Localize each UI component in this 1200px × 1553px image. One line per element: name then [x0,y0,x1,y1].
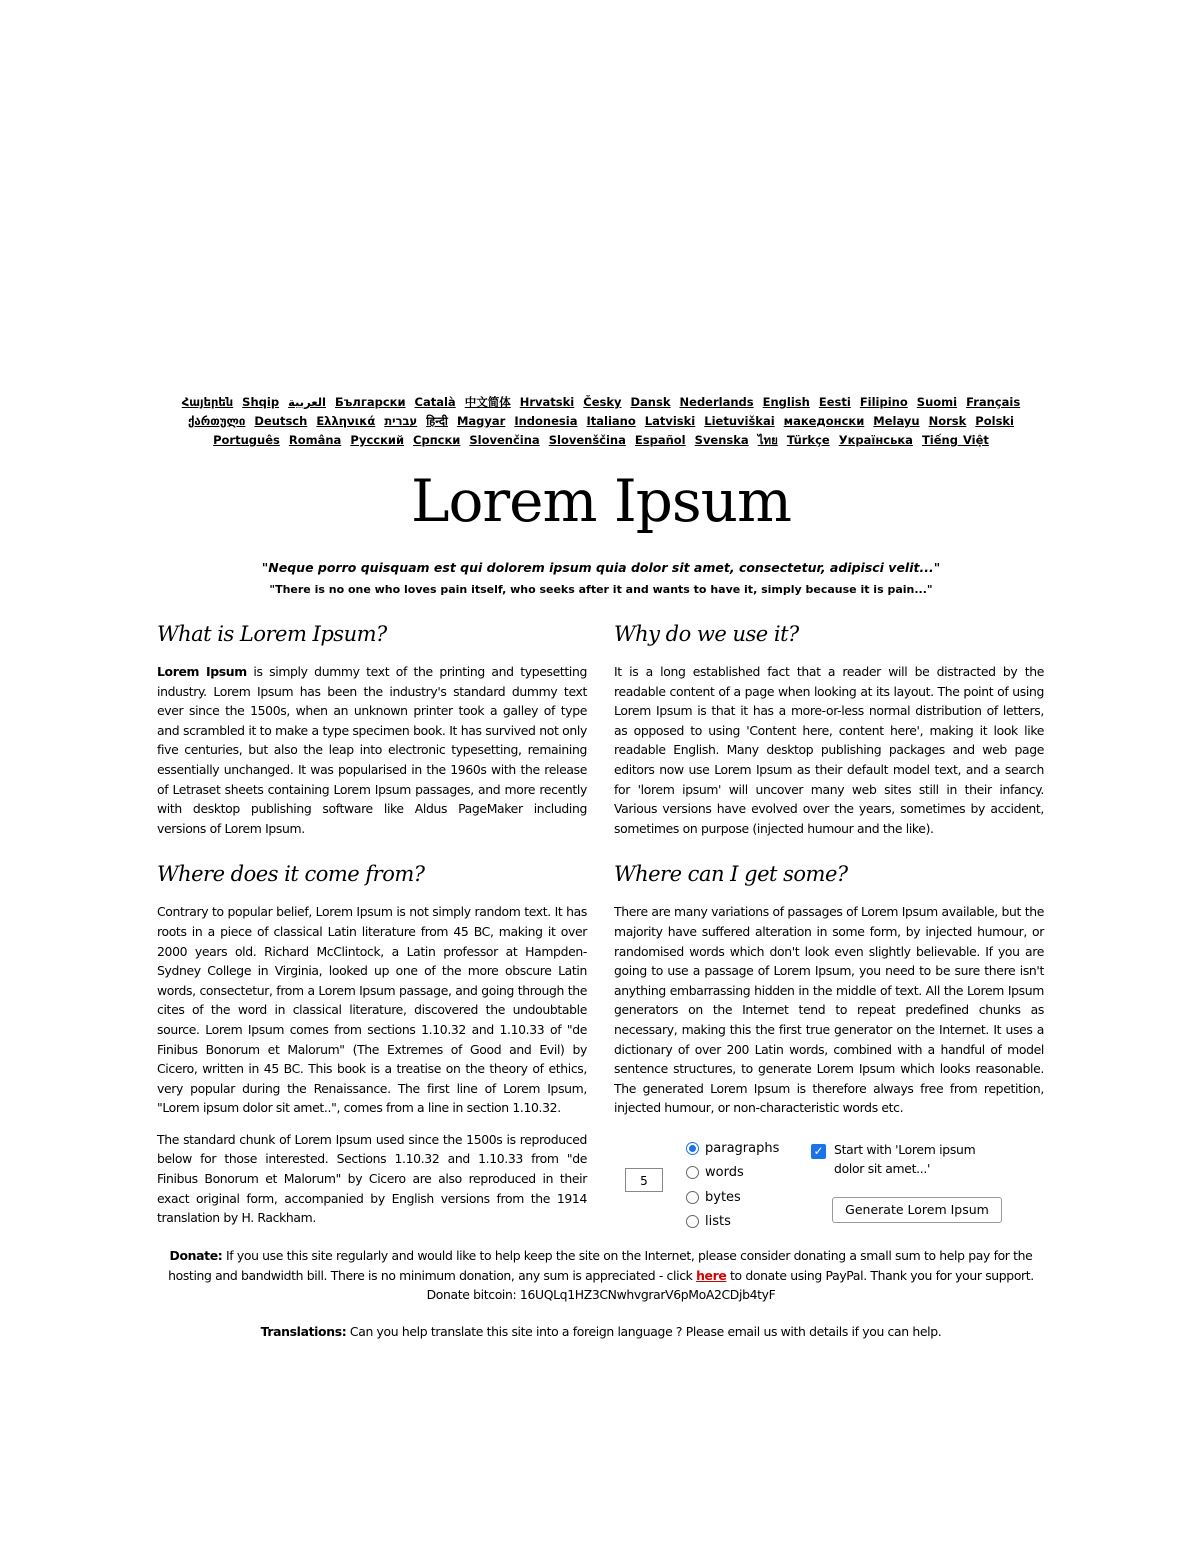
translations-label: Translations: [260,1323,347,1339]
radio-label: paragraphs [705,1140,780,1156]
radio-option-lists[interactable] [686,1209,779,1234]
left-column [157,622,587,1228]
language-link[interactable]: Svenska [694,433,749,447]
donate-label: Donate: [169,1248,223,1263]
language-link[interactable]: Pyccкий [350,433,405,447]
language-link[interactable]: Հայերեն [181,395,234,409]
translations-text: Can you help translate this site into a foreign language ? Please email us with details if you can help. [346,1323,942,1339]
language-link[interactable]: Tiếng Việt [921,433,989,447]
language-link[interactable]: Português [213,433,280,447]
where-get-paragraph: There are many variations of passages of Lorem Ipsum available, but the majority have suffered alteration in some form, by injected humour, or randomised words which don't look even slightly believable. If you are going to use a passage of Lorem Ipsum, you need to be sure there isn't anything embarrassing hidden in the middle of text. All the Lorem Ipsum generators on the Internet tend to repeat predefined chunks as necessary, making this the first true generator on the Internet. It uses a dictionary of over 200 Latin words, combined with a handful of model sentence structures, to generate Lorem Ipsum which looks reasonable. The generated Lorem Ipsum is therefore always free from repetition, injected humour, or non-characteristic words etc. [614,904,1044,1116]
start-with-label: Start with 'Lorem ipsum dolor sit amet...' [834,1141,976,1176]
language-link[interactable]: ქართული [187,414,246,428]
radio-label: lists [705,1214,731,1230]
donate-notice [157,1246,1045,1305]
page-content [157,393,1045,1339]
radio-button[interactable] [686,1166,699,1179]
what-lead: Lorem Ipsum [157,664,247,679]
what-paragraph [157,662,587,838]
radio-button[interactable] [686,1191,699,1204]
where-get-heading: Where can I get some? [614,862,848,887]
language-link[interactable]: Filipino [859,395,908,409]
language-link[interactable]: Lietuviškai [704,414,775,428]
language-link[interactable]: Italiano [586,414,636,428]
where-get-section [614,862,1044,1118]
latin-quote: "Neque porro quisquam est qui dolorem ipsum quia dolor sit amet, consectetur, adipisci velit..." [261,560,941,575]
language-link[interactable]: Српски [413,433,461,447]
donate-text-2: to donate using PayPal. Thank you for your support. Donate bitcoin: 16UQLq1HZ3CNwhvgrarV6pMoA2CDjb4tyF [426,1267,1034,1303]
donate-link[interactable]: here [696,1267,727,1283]
language-link[interactable]: Magyar [456,414,506,428]
start-with-checkbox[interactable]: ✓ [811,1144,826,1159]
language-link[interactable]: Eesti [818,395,851,409]
language-link[interactable]: Norsk [928,414,967,428]
radio-button[interactable] [686,1215,699,1228]
english-quote: "There is no one who loves pain itself, who seeks after it and wants to have it, simply because it is pain..." [269,583,933,596]
language-link[interactable]: Melayu [873,414,920,428]
language-link[interactable]: Latviski [644,414,696,428]
donate-text-1: If you use this site regularly and would like to help keep the site on the Internet, please consider donating a small sum to help pay for the hosting and bandwidth bill. There is no minimum donation, any sum is appreciated - click [168,1248,1033,1283]
translations-notice [157,1324,1045,1339]
start-with-option[interactable] [811,1140,994,1178]
radio-option-bytes[interactable] [686,1185,779,1210]
language-link[interactable]: Català [414,395,456,409]
what-text: is simply dummy text of the printing and typesetting industry. Lorem Ipsum has been the industry's standard dummy text ever since the 1500s, when an unknown printer took a galley of type and scrambled it to make a type specimen book. It has survived not only five centuries, but also the leap into electronic typesetting, remaining essentially unchanged. It was popularised in the 1960s with the release of Letraset sheets containing Lorem Ipsum passages, and more recently with desktop publishing software like Aldus PageMaker including versions of Lorem Ipsum. [157,664,587,836]
unit-radio-group [686,1136,779,1234]
language-link[interactable]: हिन्दी [426,414,448,428]
language-link[interactable]: Deutsch [254,414,308,428]
language-link[interactable]: Español [634,433,686,447]
language-link[interactable]: Slovenčina [469,433,540,447]
language-link[interactable]: Dansk [630,395,671,409]
radio-option-words[interactable] [686,1160,779,1185]
language-link[interactable]: ไทย [757,433,778,447]
language-link[interactable]: Hrvatski [519,395,575,409]
generator-form [614,1136,1044,1236]
radio-option-paragraphs[interactable] [686,1136,779,1161]
where-from-heading: Where does it come from? [157,862,425,887]
language-link[interactable]: العربية [288,395,326,409]
what-heading: What is Lorem Ipsum? [157,622,387,646]
language-link[interactable]: македонски [783,414,865,428]
page-title: Lorem Ipsum [410,467,792,535]
language-link[interactable]: Suomi [916,395,958,409]
language-link[interactable]: Türkçe [786,433,830,447]
language-link[interactable]: Indonesia [514,414,578,428]
radio-label: words [705,1165,744,1181]
language-menu [157,393,1045,450]
where-from-paragraph-2: The standard chunk of Lorem Ipsum used since the 1500s is reproduced below for those interested. Sections 1.10.32 and 1.10.33 from "de Finibus Bonorum et Malorum" by Cicero are also reproduced in their exact original form, accompanied by English versions from the 1914 translation by H. Rackham. [157,1131,587,1226]
language-link[interactable]: Українська [838,433,913,447]
language-link[interactable]: Nederlands [679,395,754,409]
radio-button[interactable] [686,1142,699,1155]
language-link[interactable]: Shqip [242,395,280,409]
language-link[interactable]: Česky [583,395,622,409]
right-column [614,622,1044,1236]
content-columns [157,622,1045,1242]
why-paragraph: It is a long established fact that a reader will be distracted by the readable content of a page when looking at its layout. The point of using Lorem Ipsum is that it has a more-or-less normal distribution of letters, as opposed to using 'Content here, content here', making it look like readable English. Many desktop publishing packages and web page editors now use Lorem Ipsum as their default model text, and a search for 'lorem ipsum' will uncover many web sites still in their infancy. Various versions have evolved over the years, sometimes by accident, sometimes on purpose (injected humour and the like). [614,664,1044,836]
where-from-paragraph-1: Contrary to popular belief, Lorem Ipsum is not simply random text. It has roots in a piece of classical Latin literature from 45 BC, making it over 2000 years old. Richard McClintock, a Latin professor at Hampden-Sydney College in Virginia, looked up one of the more obscure Latin words, consectetur, from a Lorem Ipsum passage, and going through the cites of the word in classical literature, discovered the undoubtable source. Lorem Ipsum comes from sections 1.10.32 and 1.10.33 of "de Finibus Bonorum et Malorum" (The Extremes of Good and Evil) by Cicero, written in 45 BC. This book is a treatise on the theory of ethics, very popular during the Renaissance. The first line of Lorem Ipsum, "Lorem ipsum dolor sit amet..", comes from a line in section 1.10.32. [157,904,587,1116]
language-link[interactable]: Polski [975,414,1015,428]
where-from-section [157,862,587,1228]
language-link[interactable]: Български [335,395,406,409]
language-link[interactable]: Româna [288,433,342,447]
language-link[interactable]: עברית [384,414,418,428]
generate-button[interactable]: Generate Lorem Ipsum [832,1197,1002,1223]
why-heading: Why do we use it? [614,622,799,646]
radio-label: bytes [705,1189,741,1205]
amount-input[interactable]: 5 [625,1168,663,1192]
language-link[interactable]: English [762,395,810,409]
language-link[interactable]: 中文简体 [464,395,511,409]
language-link[interactable]: Slovenščina [548,433,626,447]
language-link[interactable]: Ελληνικά [316,414,376,428]
language-link[interactable]: Français [966,395,1021,409]
